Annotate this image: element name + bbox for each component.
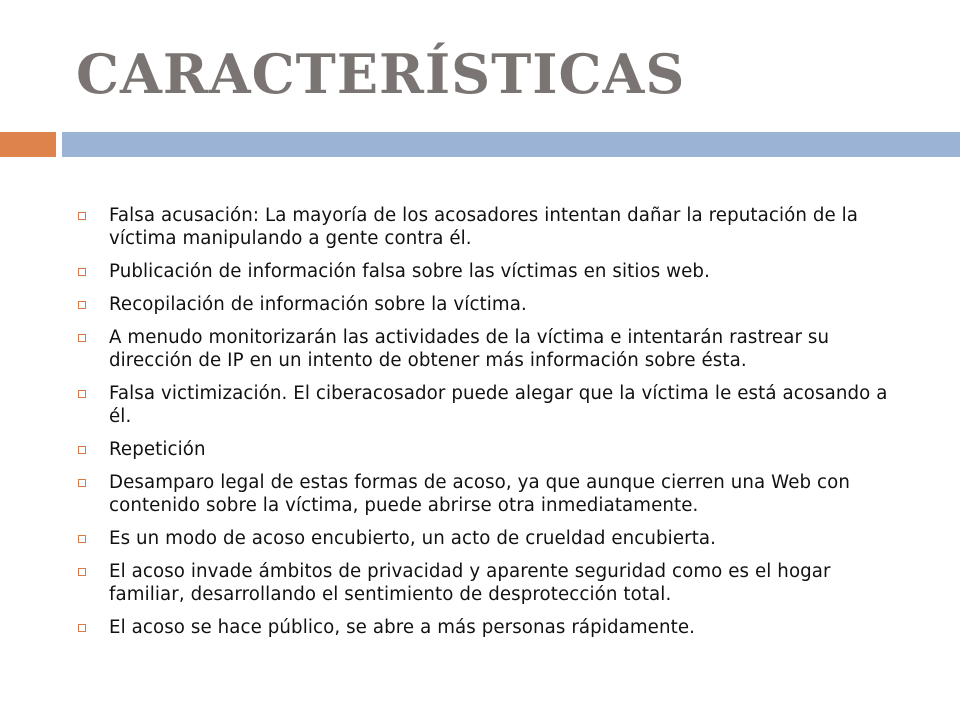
- list-item-text: El acoso invade ámbitos de privacidad y aparente seguridad como es el hogar familiar, desarrollando el sentimiento de desprotección total.: [109, 561, 831, 605]
- list-item-text: Repetición: [109, 439, 206, 460]
- list-item-text: Desamparo legal de estas formas de acoso, ya que aunque cierren una Web con contenido sobre la víctima, puede abrirse otra inmediatamente.: [109, 472, 850, 516]
- accent-bar-blue: [62, 132, 960, 157]
- bullet-list: [78, 204, 908, 649]
- list-item-text: Recopilación de información sobre la víctima.: [109, 294, 527, 315]
- hollow-square-icon: [78, 301, 86, 309]
- list-item: [78, 438, 908, 461]
- list-item: [78, 616, 908, 639]
- list-item: [78, 326, 908, 372]
- list-item-text: Falsa victimización. El ciberacosador puede alegar que la víctima le está acosando a él.: [109, 383, 888, 427]
- list-item-text: Falsa acusación: La mayoría de los acosadores intentan dañar la reputación de la víctima manipulando a gente contra él.: [109, 205, 859, 249]
- accent-bar-orange: [0, 132, 56, 157]
- list-item-text: A menudo monitorizarán las actividades de la víctima e intentarán rastrear su dirección de IP en un intento de obtener más información sobre ésta.: [109, 327, 830, 371]
- list-item: [78, 204, 908, 250]
- hollow-square-icon: [78, 568, 86, 576]
- hollow-square-icon: [78, 624, 86, 632]
- hollow-square-icon: [78, 446, 86, 454]
- hollow-square-icon: [78, 390, 86, 398]
- list-item: [78, 260, 908, 283]
- list-item-text: Publicación de información falsa sobre las víctimas en sitios web.: [109, 261, 710, 282]
- hollow-square-icon: [78, 212, 86, 220]
- list-item-text: Es un modo de acoso encubierto, un acto de crueldad encubierta.: [109, 528, 717, 549]
- list-item: [78, 527, 908, 550]
- slide-title: CARACTERÍSTICAS: [76, 42, 686, 106]
- list-item: [78, 471, 908, 517]
- list-item: [78, 293, 908, 316]
- list-item: [78, 382, 908, 428]
- hollow-square-icon: [78, 535, 86, 543]
- hollow-square-icon: [78, 479, 86, 487]
- list-item-text: El acoso se hace público, se abre a más personas rápidamente.: [109, 617, 696, 638]
- list-item: [78, 560, 908, 606]
- hollow-square-icon: [78, 334, 86, 342]
- hollow-square-icon: [78, 268, 86, 276]
